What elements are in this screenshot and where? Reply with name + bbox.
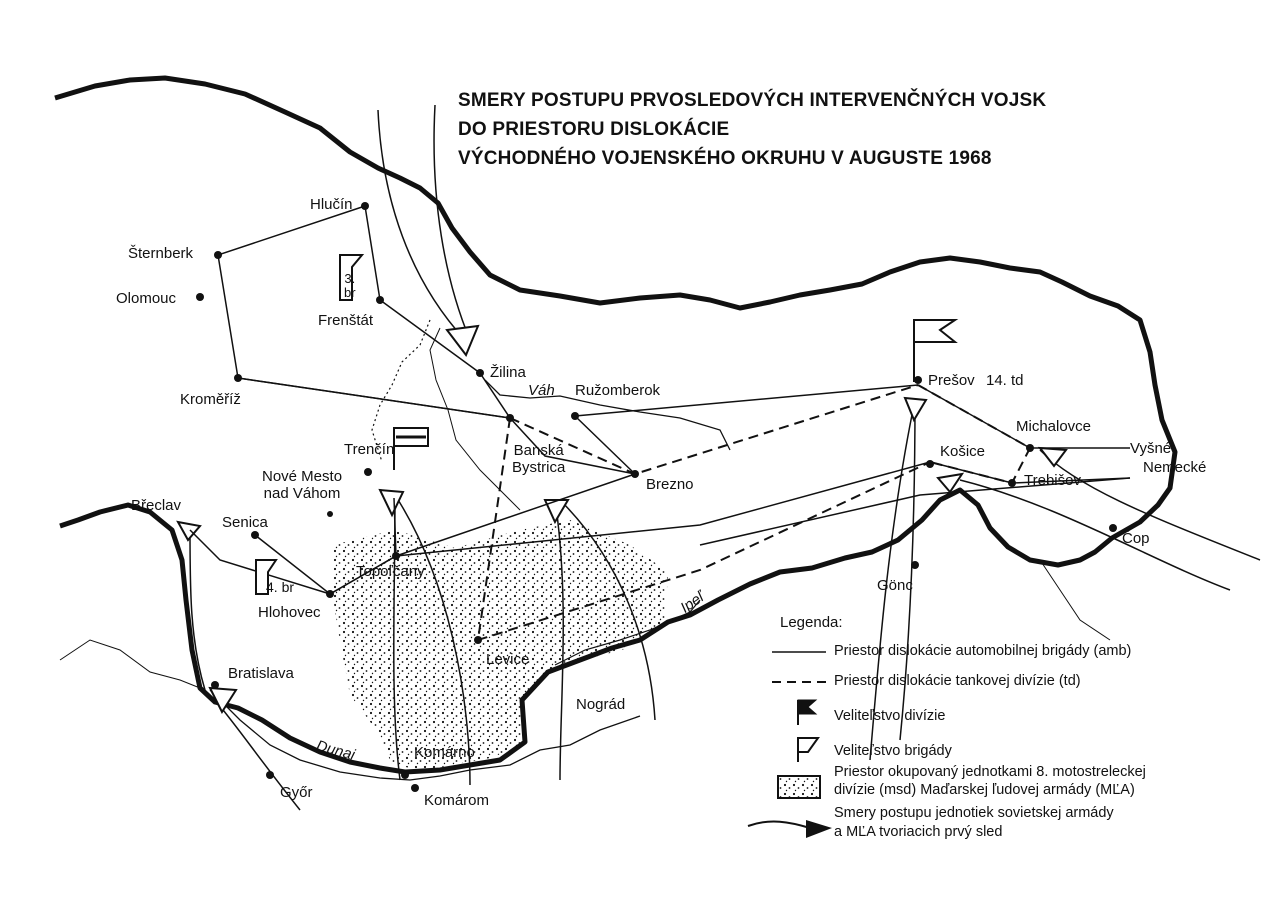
label-ruzomberok: Ružomberok (575, 382, 661, 399)
label-nove-mesto-1: Nové Mesto (262, 468, 343, 485)
legend-occupied-2: divízie (msd) Maďarskej ľudovej armády (MĽA) (834, 782, 1135, 798)
legend-td: Priestor dislokácie tankovej divízie (td) (834, 673, 1081, 689)
legend-directions-2: a MĽA tvoriacich prvý sled (834, 824, 1003, 840)
title-line-3: VÝCHODNÉHO VOJENSKÉHO OKRUHU V AUGUSTE 1968 (458, 148, 992, 169)
legend-symbols (748, 652, 832, 838)
river-west (60, 640, 205, 690)
label-3br-num: 3. (344, 271, 356, 286)
label-nove-mesto (262, 468, 342, 502)
river-east (1040, 560, 1110, 640)
label-frenstat: Frenštát (318, 312, 374, 329)
label-3br-br: br (344, 285, 356, 300)
label-dunaj: Dunaj (314, 737, 357, 764)
label-breclav: Břeclav (131, 497, 182, 514)
label-banska: Banská (513, 442, 564, 459)
label-nograd: Nográd (576, 696, 626, 713)
label-nove-mesto-2: nad Váhom (263, 485, 341, 502)
label-sternberk: Šternberk (128, 245, 194, 262)
label-topolcany: Topoľčany (356, 563, 425, 580)
brigade-hq-flag-trencin (394, 428, 428, 470)
label-banska-bystrica (512, 442, 565, 476)
label-gyor: Győr (280, 784, 313, 801)
legend-directions-1: Smery postupu jednotiek sovietskej armády (834, 805, 1114, 821)
label-vysne: Vyšné (1130, 440, 1172, 457)
label-hlohovec: Hlohovec (258, 604, 321, 621)
legend-brigade-hq: Veliteľstvo brigády (834, 743, 952, 759)
label-brezno: Brezno (646, 476, 694, 493)
legend-amb: Priestor dislokácie automobilnej brigády (amb) (834, 643, 1132, 659)
label-levice: Levice (486, 651, 530, 668)
state-border (55, 78, 1175, 772)
label-3br (344, 272, 356, 300)
label-cop: Čop (1122, 530, 1150, 547)
label-presov: Prešov (928, 372, 975, 389)
label-gonc: Gönc (877, 577, 913, 594)
label-4br: 4. br (266, 579, 295, 595)
label-zilina: Žilina (490, 364, 526, 381)
label-ipel: Ipeľ (677, 588, 708, 617)
label-nemecke: Nemecké (1143, 459, 1207, 476)
map-title (458, 86, 1046, 173)
label-kromeriz: Kroměříž (180, 391, 241, 408)
label-hlucin: Hlučín (310, 196, 353, 213)
label-14td: 14. td (986, 372, 1024, 389)
label-michalovce: Michalovce (1016, 418, 1092, 435)
label-bystrica: Bystrica (512, 459, 566, 476)
label-olomouc: Olomouc (116, 290, 177, 307)
legend-occupied-1: Priestor okupovaný jednotkami 8. motostreleckej (834, 764, 1146, 780)
legend-division-hq: Veliteľstvo divízie (834, 708, 946, 724)
label-kosice: Košice (940, 443, 986, 460)
label-trebisov: Trebišov (1024, 472, 1081, 489)
label-komarom: Komárom (424, 792, 490, 809)
label-komarno: Komárno (414, 744, 475, 761)
label-trencin: Trenčín (344, 441, 395, 458)
legend-title: Legenda: (780, 614, 843, 631)
title-line-1: SMERY POSTUPU PRVOSLEDOVÝCH INTERVENČNÝCH VOJSK (458, 90, 1047, 111)
title-line-2: DO PRIESTORU DISLOKÁCIE (458, 119, 730, 140)
label-bratislava: Bratislava (228, 665, 294, 682)
label-senica: Senica (222, 514, 268, 531)
label-vah: Váh (528, 382, 555, 399)
